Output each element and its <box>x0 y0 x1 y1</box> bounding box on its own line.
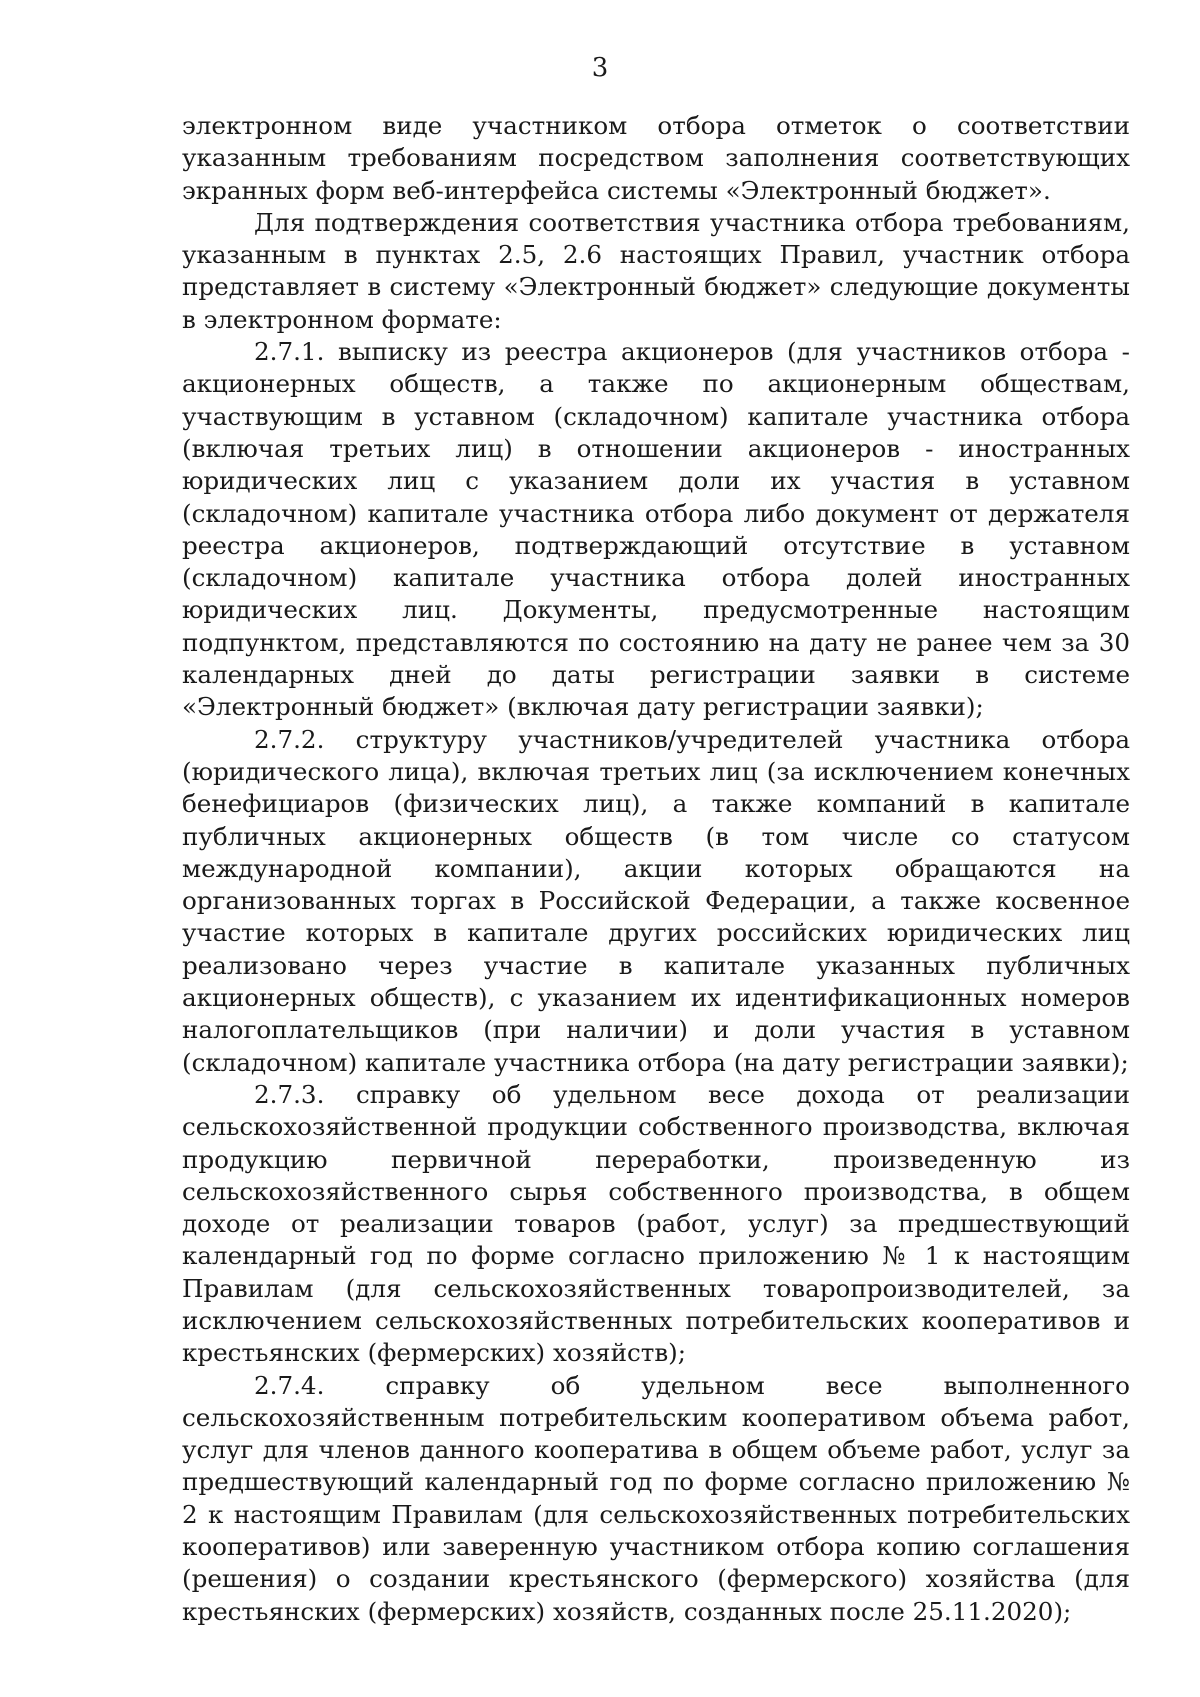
paragraph-2-7-1: 2.7.1. выписку из реестра акционеров (для участников отбора - акционерных обществ, а также по акционерным обществам, участвующим в уставном (складочном) капитале участника отбора (включая третьих лиц) в отношении акционеров - иностранных юридических лиц с указанием доли их участия в уставном (складочном) капитале участника отбора либо документ от держателя реестра акционеров, подтверждающий отсутствие в уставном (складочном) капитале участника отбора долей иностранных юридических лиц. Документы, предусмотренные настоящим подпунктом, представляются по состоянию на дату не ранее чем за 30 календарных дней до даты регистрации заявки в системе «Электронный бюджет» (включая дату регистрации заявки); <box>182 337 1130 722</box>
paragraph-2-7-3: 2.7.3. справку об удельном весе дохода от реализации сельскохозяйственной продукции собственного производства, включая продукцию первичной переработки, произведенную из сельскохозяйственного сырья собственного производства, в общем доходе от реализации товаров (работ, услуг) за предшествующий календарный год по форме согласно приложению № 1 к настоящим Правилам (для сельскохозяйственных товаропроизводителей, за исключением сельскохозяйственных потребительских кооперативов и крестьянских (фермерских) хозяйств); <box>182 1079 1130 1368</box>
page-number: 3 <box>591 53 609 83</box>
paragraph-intro: Для подтверждения соответствия участника отбора требованиям, указанным в пунктах 2.5, 2.6 настоящих Правил, участник отбора представляет в систему «Электронный бюджет» следующие документы в электронном формате: <box>182 207 1130 334</box>
paragraph-continuation: электронном виде участником отбора отметок о соответствии указанным требованиям посредством заполнения соответствующих экранных форм веб-интерфейса системы «Электронный бюджет». <box>182 111 1130 205</box>
paragraph-2-7-4: 2.7.4. справку об удельном весе выполненного сельскохозяйственным потребительским кооперативом объема работ, услуг для членов данного кооператива в общем объеме работ, услуг за предшествующий календарный год по форме согласно приложению № 2 к настоящим Правилам (для сельскохозяйственных потребительских кооперативов) или заверенную участником отбора копию соглашения (решения) о создании крестьянского (фермерского) хозяйства (для крестьянских (фермерских) хозяйств, созданных после 25.11.2020); <box>182 1370 1130 1626</box>
paragraph-2-7-2: 2.7.2. структуру участников/учредителей участника отбора (юридического лица), включая третьих лиц (за исключением конечных бенефициаров (физических лиц), а также компаний в капитале публичных акционерных обществ (в том числе со статусом международной компании), акции которых обращаются на организованных торгах в Российской Федерации, а также косвенное участие которых в капитале других российских юридических лиц реализовано через участие в капитале указанных публичных акционерных обществ), с указанием их идентификационных номеров налогоплательщиков (при наличии) и доли участия в уставном (складочном) капитале участника отбора (на дату регистрации заявки); <box>182 724 1130 1077</box>
document-body <box>182 110 1130 1628</box>
